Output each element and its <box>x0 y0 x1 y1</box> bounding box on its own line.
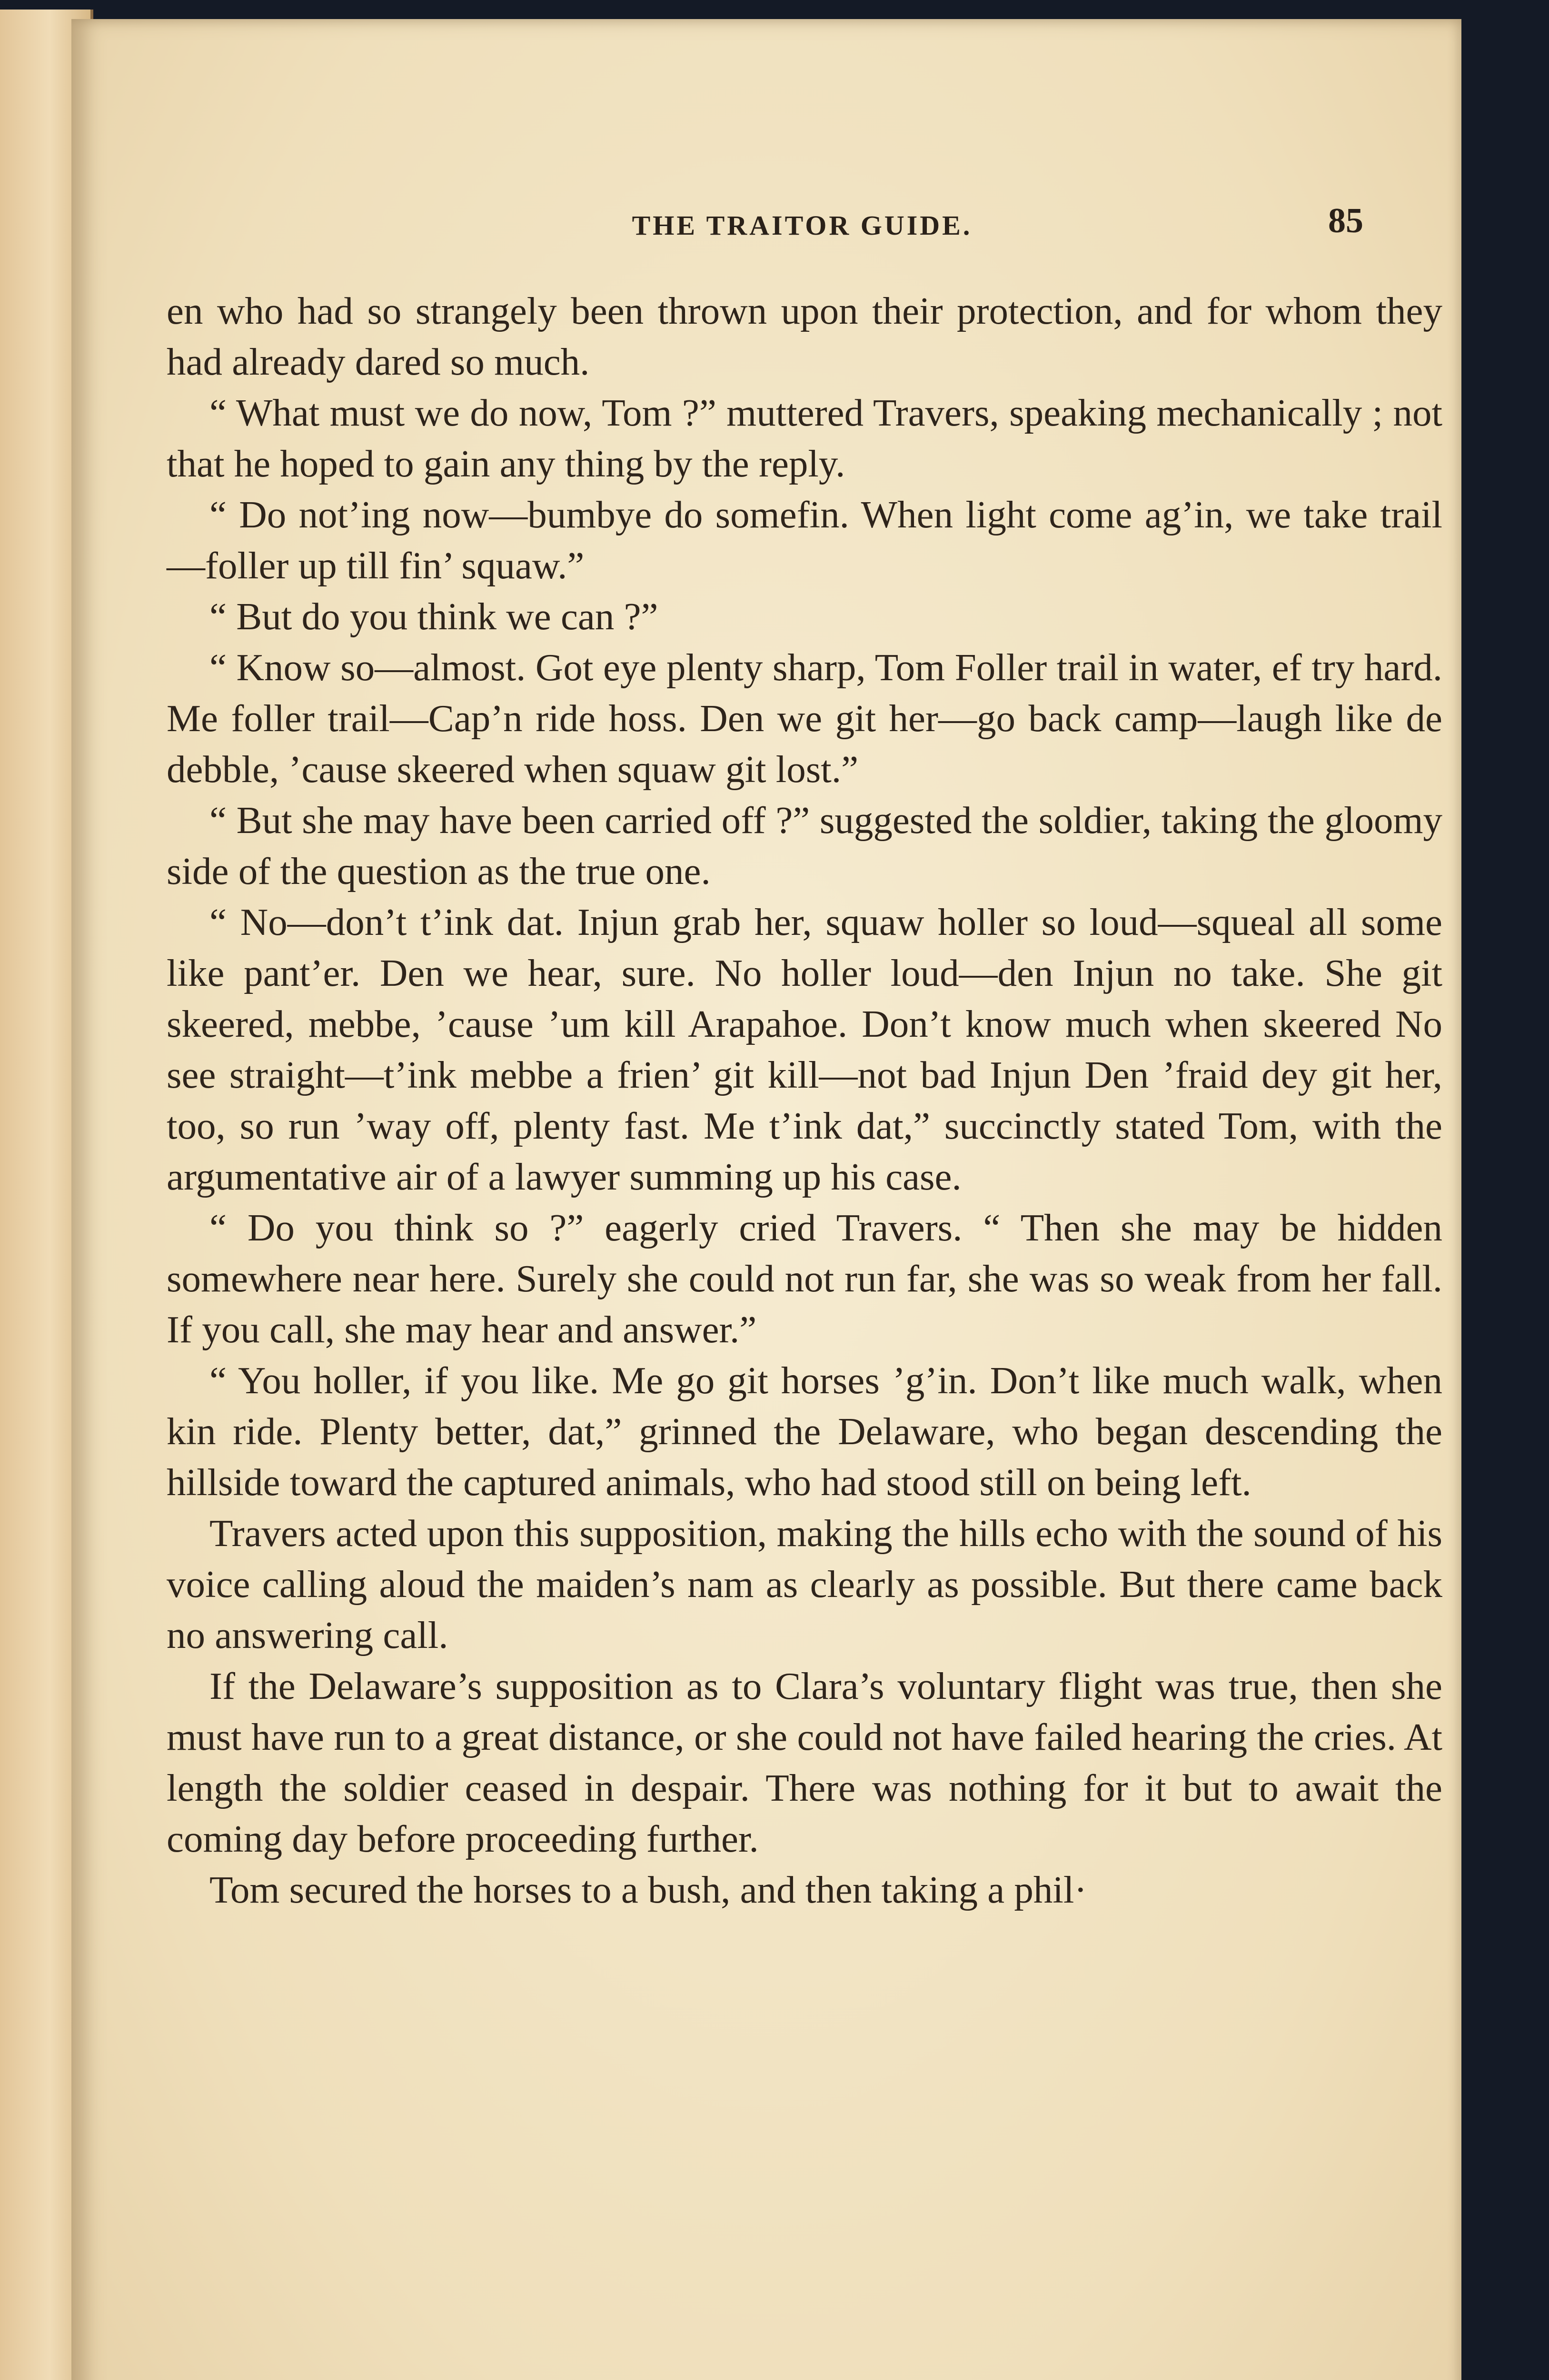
running-head: THE TRAITOR GUIDE. <box>632 210 973 241</box>
body-text <box>167 286 1442 1915</box>
page-number: 85 <box>1328 201 1363 240</box>
paragraph: “ Know so—almost. Got eye plenty sharp, Tom Foller trail in water, ef try hard. Me foller trail—Cap’n ride hoss. Den we git her—go back camp—laugh like de debble, ’cause skeered when squaw git lost.” <box>167 646 1442 791</box>
paragraph: “ You holler, if you like. Me go git horses ’g’in. Don’t like much walk, when kin ride. Plenty better, dat,” grinned the Delaware, who began descending the hillside toward the captured animals, who had stood still on being left. <box>167 1359 1442 1504</box>
paragraph: Travers acted upon this supposition, making the hills echo with the sound of his voice calling aloud the maiden’s nam as clearly as possible. But there came back no answering call. <box>167 1512 1442 1656</box>
paragraph: “ But she may have been carried off ?” suggested the soldier, taking the gloomy side of the question as the true one. <box>167 799 1442 892</box>
paragraph: If the Delaware’s supposition as to Clara’s voluntary flight was true, then she must have run to a great distance, or she could not have failed hearing the cries. At length the soldier ceased in despair. There was nothing for it but to await the coming day before proceeding further. <box>167 1665 1442 1860</box>
paragraph: en who had so strangely been thrown upon their protection, and for whom they had already dared so much. <box>167 289 1442 383</box>
paragraph: “ What must we do now, Tom ?” muttered Travers, speaking mechanically ; not that he hoped to gain any thing by the reply. <box>167 391 1442 485</box>
paragraph: “ Do you think so ?” eagerly cried Travers. “ Then she may be hidden somewhere near here. Surely she could not run far, she was so weak from her fall. If you call, she may hear and answer.” <box>167 1206 1442 1351</box>
paragraph: “ Do not’ing now—bumbye do somefin. When light come ag’in, we take trail—foller up till fin’ squaw.” <box>167 493 1442 587</box>
paragraph: Tom secured the horses to a bush, and then taking a phil· <box>209 1868 1087 1911</box>
paragraph: “ No—don’t t’ink dat. Injun grab her, squaw holler so loud—squeal all some like pant’er. Den we hear, sure. No holler loud—den Injun no take. She git skeered, mebbe, ’cause ’um kill Arapahoe. Don’t know much when skeered No see straight—t’ink mebbe a frien’ git kill—not bad Injun Den ’fraid dey git her, too, so run ’way off, plenty fast. Me t’ink dat,” succinctly stated Tom, with the argumentative air of a lawyer summing up his case. <box>167 901 1442 1198</box>
paragraph: “ But do you think we can ?” <box>209 595 658 638</box>
book-page <box>71 19 1461 2380</box>
